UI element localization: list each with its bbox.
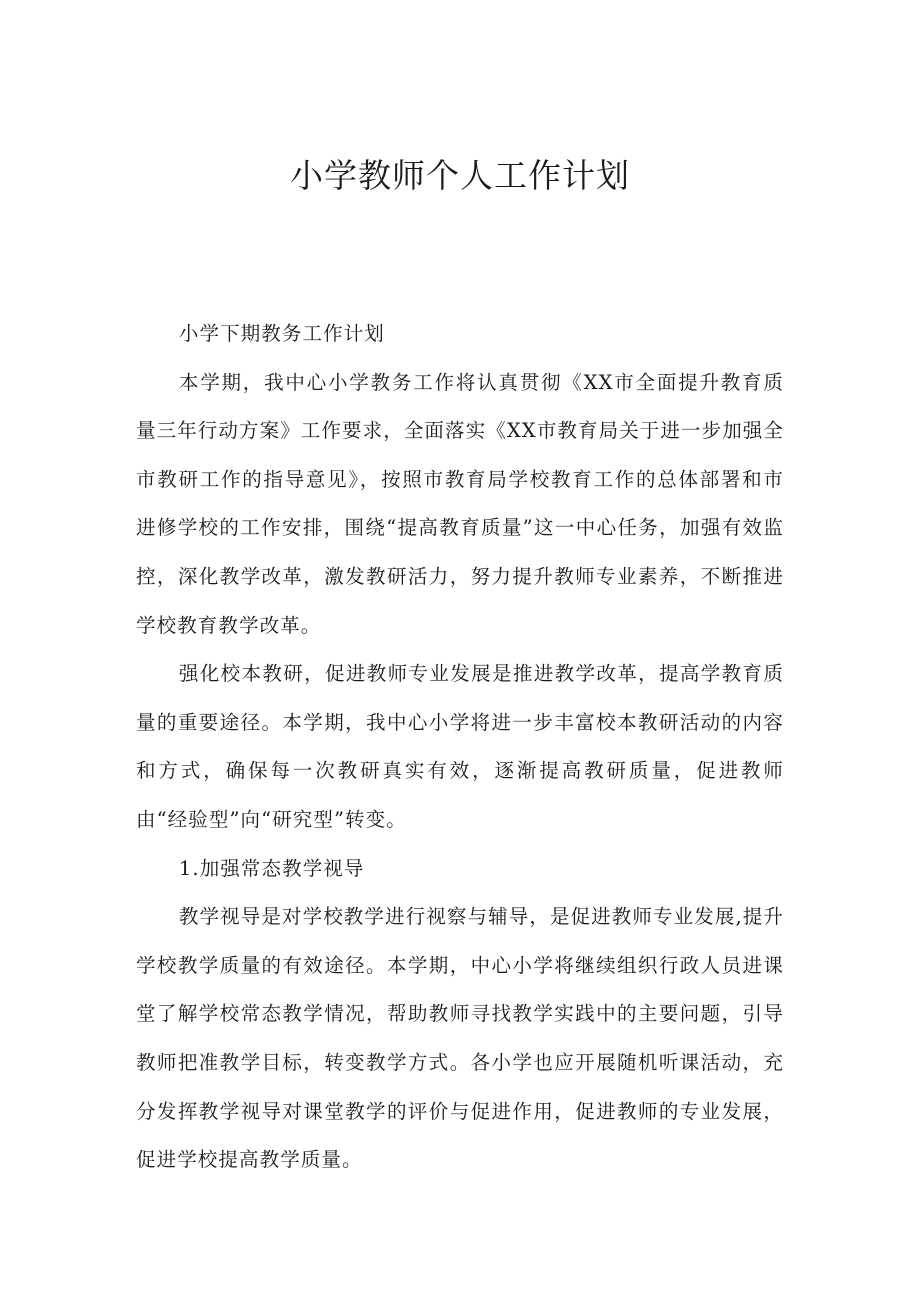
paragraph-teaching-supervision: 教学视导是对学校教学进行视察与辅导，是促进教师专业发展,提升学校教学质量的有效途径。本学期，中心小学将继续组织行政人员进课堂了解学校常态教学情况，帮助教师寻找教学实践中的主要问题，引导教师把准教学目标，转变教学方式。各小学也应开展随机听课活动，充分发挥教学视导对课堂教学的评价与促进作用，促进教师的专业发展，促进学校提高教学质量。 bbox=[136, 905, 784, 1172]
paragraph-intro: 本学期，我中心小学教务工作将认真贯彻《XX市全面提升教育质量三年行动方案》工作要求，全面落实《XX市教育局关于进一步加强全市教研工作的指导意见》，按照市教育局学校教育工作的总体部署和市进修学校的工作安排，围绕“提高教育质量”这一中心任务，加强有效监控，深化教学改革，激发教研活力，努力提升教师专业素养，不断推进学校教育教学改革。 bbox=[136, 370, 784, 637]
subsection-heading: 1.加强常态教学视导 bbox=[178, 856, 365, 880]
section-heading: 小学下期教务工作计划 bbox=[178, 322, 385, 345]
document-title: 小学教师个人工作计划 bbox=[290, 156, 630, 195]
document-body bbox=[136, 310, 784, 1185]
paragraph-school-research: 强化校本教研，促进教师专业发展是推进教学改革，提高学教育质量的重要途径。本学期，我中心小学将进一步丰富校本教研活动的内容和方式，确保每一次教研真实有效，逐渐提高教研质量，促进教师由“经验型”向“研究型”转变。 bbox=[136, 662, 784, 831]
